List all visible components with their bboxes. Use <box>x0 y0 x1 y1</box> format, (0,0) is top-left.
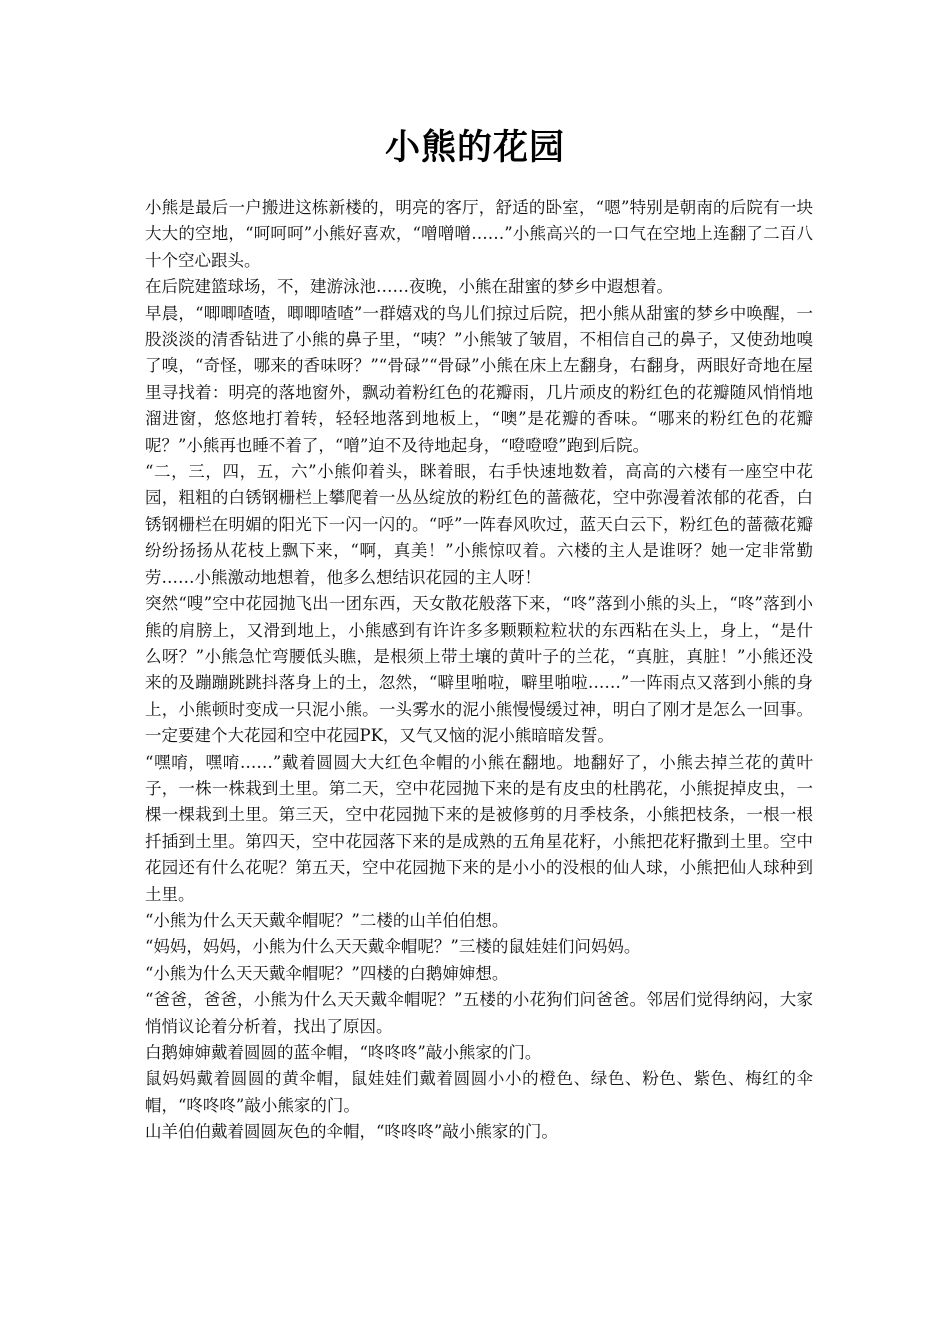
paragraph: 山羊伯伯戴着圆圆灰色的伞帽，“咚咚咚”敲小熊家的门。 <box>145 1122 558 1142</box>
paragraph: 鼠妈妈戴着圆圆的黄伞帽，鼠娃娃们戴着圆圆小小的橙色、绿色、粉色、紫色、梅红的伞帽，“咚咚咚”敲小熊家的门。 <box>145 1069 813 1115</box>
document-title: 小熊的花园 <box>384 127 565 168</box>
paragraph: “小熊为什么天天戴伞帽呢？”二楼的山羊伯伯想。 <box>145 910 509 930</box>
paragraph: 小熊是最后一户搬进这栋新楼的，明亮的客厅，舒适的卧室，“嗯”特别是朝南的后院有一块大大的空地，“呵呵呵”小熊好喜欢，“噌噌噌……”小熊高兴的一口气在空地上连翻了二百八十个空心跟头。 <box>145 198 813 270</box>
paragraph: 白鹅婶婶戴着圆圆的蓝伞帽，“咚咚咚”敲小熊家的门。 <box>145 1043 542 1062</box>
paragraph: 在后院建篮球场，不，建游泳池……夜晚，小熊在甜蜜的梦乡中遐想着。 <box>145 277 673 297</box>
paragraph: “爸爸，爸爸，小熊为什么天天戴伞帽呢？”五楼的小花狗们问爸爸。邻居们觉得纳闷，大家悄悄议论着分析着，找出了原因。 <box>145 990 813 1036</box>
paragraph: 早晨，“唧唧喳喳，唧唧喳喳”一群嬉戏的鸟儿们掠过后院，把小熊从甜蜜的梦乡中唤醒，一股淡淡的清香钻进了小熊的鼻子里，“咦？”小熊皱了皱眉，不相信自己的鼻子，又使劲地嗅了嗅，“奇怪，哪来的香味呀？”“骨碌”“骨碌”小熊在床上左翻身，右翻身，两眼好奇地在屋里寻找着：明亮的落地窗外，飘动着粉红色的花瓣雨，几片顽皮的粉红色的花瓣随风悄悄地溜进窗，悠悠地打着转，轻轻地落到地板上，“噢”是花瓣的香味。“哪来的粉红色的花瓣呢？”小熊再也睡不着了，“噌”迫不及待地起身，“噔噔噔”跑到后院。 <box>145 303 813 455</box>
paragraph: “嘿唷，嘿唷……”戴着圆圆大大红色伞帽的小熊在翻地。地翻好了，小熊去掉兰花的黄叶子，一株一株栽到土里。第二天，空中花园抛下来的是有皮虫的杜鹃花，小熊捉掉皮虫，一棵一棵栽到土里。第三天，空中花园抛下来的是被修剪的月季枝条，小熊把枝条，一根一根扦插到土里。第四天，空中花园落下来的是成熟的五角星花籽，小熊把花籽撒到土里。空中花园还有什么花呢？第五天，空中花园抛下来的是小小的没根的仙人球，小熊把仙人球种到土里。 <box>145 752 813 904</box>
paragraph: “小熊为什么天天戴伞帽呢？”四楼的白鹅婶婶想。 <box>145 963 509 983</box>
paragraph: “妈妈，妈妈，小熊为什么天天戴伞帽呢？”三楼的鼠娃娃们问妈妈。 <box>145 937 641 957</box>
paragraph: “二，三，四，五，六”小熊仰着头，眯着眼，右手快速地数着，高高的六楼有一座空中花园，粗粗的白锈钢栅栏上攀爬着一丛丛绽放的粉红色的蔷薇花，空中弥漫着浓郁的花香，白锈钢栅栏在明媚的阳光下一闪一闪的。“呼”一阵春风吹过，蓝天白云下，粉红色的蔷薇花瓣纷纷扬扬从花枝上飘下来，“啊，真美！”小熊惊叹着。六楼的主人是谁呀？她一定非常勤劳……小熊激动地想着，他多么想结识花园的主人呀！ <box>145 462 813 587</box>
paragraph: 突然“嗖”空中花园抛飞出一团东西，天女散花般落下来，“咚”落到小熊的头上，“咚”落到小熊的肩膀上，又滑到地上，小熊感到有许许多多颗颗粒粒状的东西粘在头上，身上，“是什么呀？”小熊急忙弯腰低头瞧，是根须上带土壤的黄叶子的兰花，“真脏，真脏！”小熊还没来的及蹦蹦跳跳抖落身上的土，忽然，“噼里啪啦，噼里啪啦……”一阵雨点又落到小熊的身上，小熊顿时变成一只泥小熊。一头雾水的泥小熊慢慢缓过神，明白了刚才是怎么一回事。一定要建个大花园和空中花园PK，又气又恼的泥小熊暗暗发誓。 <box>145 594 813 746</box>
document-body <box>145 195 813 1146</box>
